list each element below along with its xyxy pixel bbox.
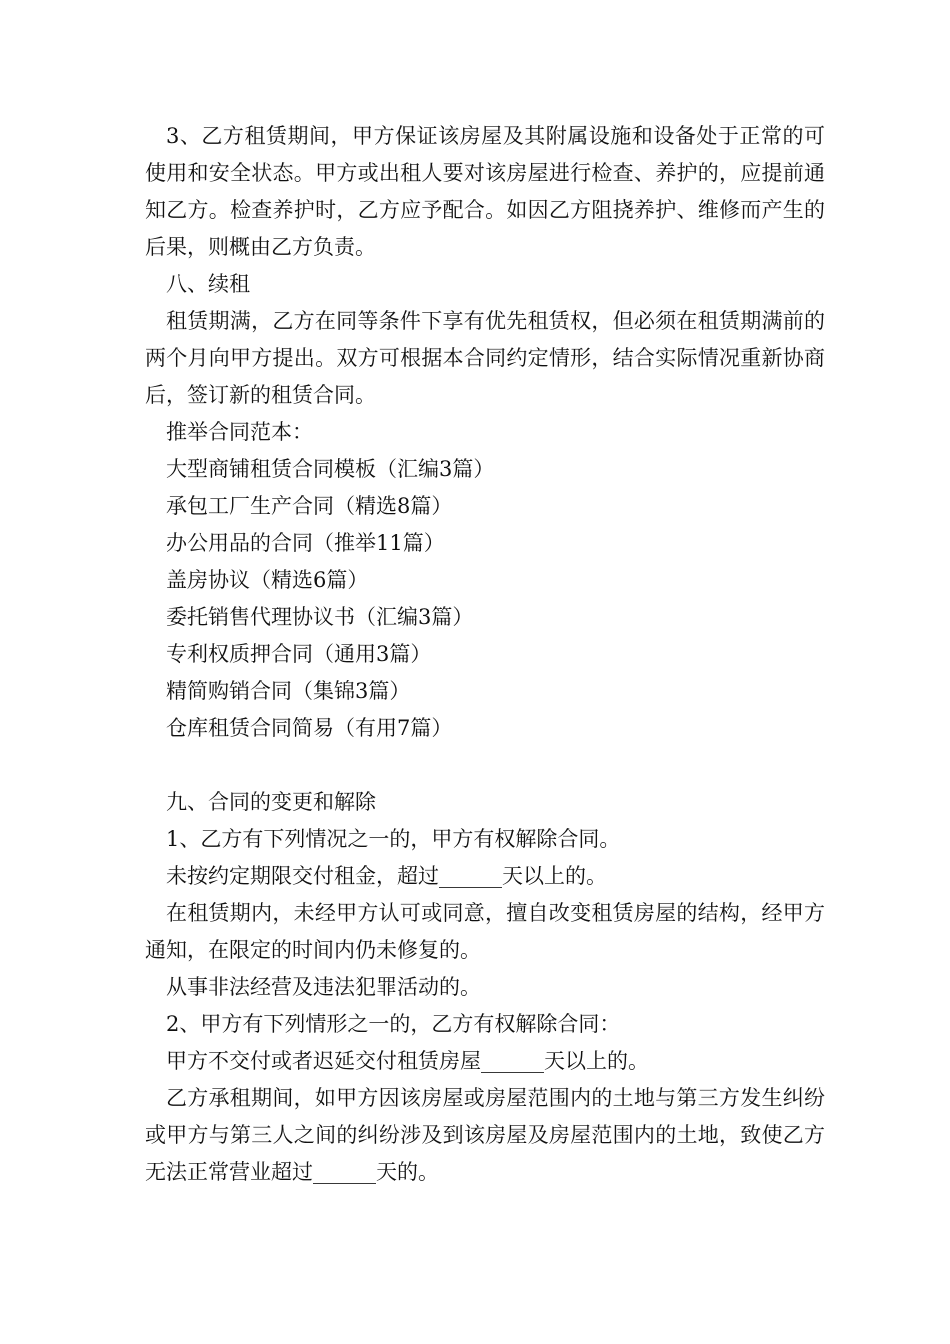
document-body [145,118,825,1191]
section-heading-renewal: 八、续租 [166,272,250,296]
template-link[interactable]: 办公用品的合同（推举11篇） [166,531,445,555]
paragraph-dispute: 乙方承租期间，如甲方因该房屋或房屋范围内的土地与第三方发生纠纷或甲方与第三人之间的纠纷涉及到该房屋及房屋范围内的土地，致使乙方无法正常营业超过______天的。 [145,1086,825,1184]
paragraph-delayed-delivery: 甲方不交付或者迟延交付租赁房屋______天以上的。 [166,1049,649,1073]
template-link[interactable]: 大型商铺租赁合同模板（汇编3篇） [166,457,495,481]
paragraph-structure-change: 在租赁期内，未经甲方认可或同意，擅自改变租赁房屋的结构，经甲方通知，在限定的时间内仍未修复的。 [145,901,825,962]
paragraph-renewal: 租赁期满，乙方在同等条件下享有优先租赁权，但必须在租赁期满前的两个月向甲方提出。双方可根据本合同约定情形，结合实际情况重新协商后，签订新的租赁合同。 [145,309,825,407]
template-link[interactable]: 盖房协议（精选6篇） [166,568,369,592]
recommended-templates-heading: 推举合同范本： [166,420,313,444]
blank-line [145,747,825,784]
paragraph-illegal-activity: 从事非法经营及违法犯罪活动的。 [166,975,481,999]
template-link[interactable]: 承包工厂生产合同（精选8篇） [166,494,453,518]
paragraph-clause-1: 1、乙方有下列情况之一的，甲方有权解除合同。 [166,827,621,851]
paragraph-late-rent: 未按约定期限交付租金，超过______天以上的。 [166,864,607,888]
template-link[interactable]: 仓库租赁合同简易（有用7篇） [166,716,453,740]
paragraph-clause-2: 2、甲方有下列情形之一的，乙方有权解除合同： [166,1012,621,1036]
paragraph-clause-3: 3、乙方租赁期间，甲方保证该房屋及其附属设施和设备处于正常的可使用和安全状态。甲方或出租人要对该房屋进行检查、养护的，应提前通知乙方。检查养护时，乙方应予配合。如因乙方阻挠养护、维修而产生的后果，则概由乙方负责。 [145,124,825,259]
section-heading-termination: 九、合同的变更和解除 [166,790,376,814]
template-link[interactable]: 精简购销合同（集锦3篇） [166,679,411,703]
template-link[interactable]: 专利权质押合同（通用3篇） [166,642,432,666]
template-link[interactable]: 委托销售代理协议书（汇编3篇） [166,605,474,629]
